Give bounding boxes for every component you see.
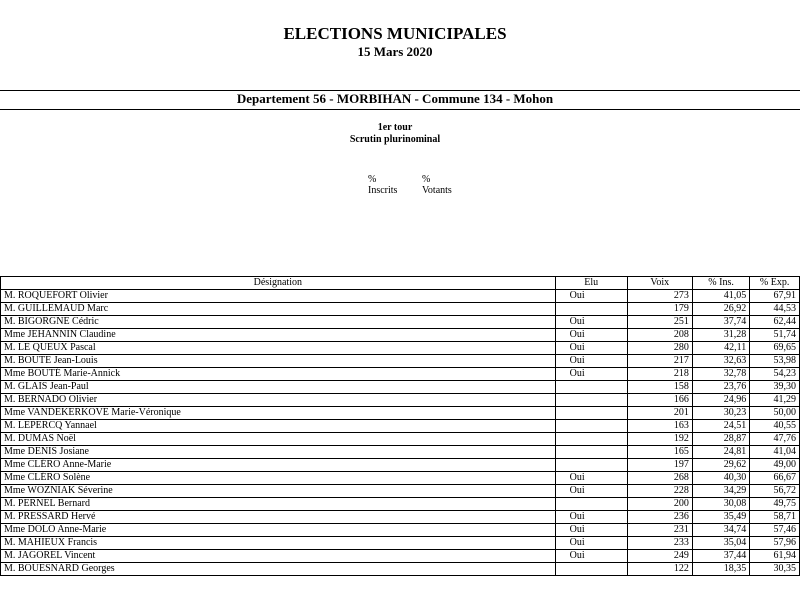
pct-inscrits: 37,44 [692, 550, 749, 563]
pct-inscrits: 28,87 [692, 433, 749, 446]
pct-exprimes: 44,53 [750, 303, 800, 316]
pct-exprimes: 39,30 [750, 381, 800, 394]
table-row [1, 485, 800, 498]
vote-count: 208 [627, 329, 692, 342]
page-title: ELECTIONS MUNICIPALES [283, 24, 507, 43]
table-header-row [1, 277, 800, 290]
table-row [1, 550, 800, 563]
elected-flag [555, 381, 627, 394]
table-row [1, 368, 800, 381]
candidate-name: M. GLAIS Jean-Paul [1, 381, 556, 394]
vote-count: 218 [627, 368, 692, 381]
candidate-name: Mme DOLO Anne-Marie [1, 524, 556, 537]
pct-inscrits: 40,30 [692, 472, 749, 485]
vote-count: 122 [627, 563, 692, 576]
candidate-name: M. BOUTE Jean-Louis [1, 355, 556, 368]
table-row [1, 394, 800, 407]
commune-heading: Departement 56 - MORBIHAN - Commune 134 - Mohon [236, 91, 554, 106]
table-row [1, 537, 800, 550]
table-row [1, 524, 800, 537]
pct-inscrits: 37,74 [692, 316, 749, 329]
vote-count: 165 [627, 446, 692, 459]
candidate-name: M. MAHIEUX Francis [1, 537, 556, 550]
table-row [1, 446, 800, 459]
vote-count: 268 [627, 472, 692, 485]
pct-inscrits: 26,92 [692, 303, 749, 316]
col-header-pct-inscrits: % Inscrits [368, 174, 398, 196]
pct-inscrits: 31,28 [692, 329, 749, 342]
pct-inscrits: 30,23 [692, 407, 749, 420]
candidate-name: M. LEPERCQ Yannael [1, 420, 556, 433]
elected-flag: Oui [555, 485, 627, 498]
elected-flag: Oui [555, 329, 627, 342]
pct-inscrits: 29,62 [692, 459, 749, 472]
pct-exprimes: 58,71 [750, 511, 800, 524]
candidate-name: M. LE QUEUX Pascal [1, 342, 556, 355]
table-row [1, 459, 800, 472]
pct-inscrits: 41,05 [692, 290, 749, 303]
elected-flag [555, 420, 627, 433]
pct-exprimes: 67,91 [750, 290, 800, 303]
table-row [1, 290, 800, 303]
table-row [1, 329, 800, 342]
vote-count: 228 [627, 485, 692, 498]
elected-flag: Oui [555, 355, 627, 368]
table-row [1, 355, 800, 368]
pct-exprimes: 57,96 [750, 537, 800, 550]
pct-exprimes: 57,46 [750, 524, 800, 537]
elected-flag: Oui [555, 524, 627, 537]
candidate-name: Mme BOUTÉ Marie-Annick [1, 368, 556, 381]
vote-count: 280 [627, 342, 692, 355]
pct-inscrits: 42,11 [692, 342, 749, 355]
table-row [1, 407, 800, 420]
elected-flag: Oui [555, 368, 627, 381]
vote-count: 179 [627, 303, 692, 316]
candidate-name: M. DUMAS Noël [1, 433, 556, 446]
pct-exprimes: 47,76 [750, 433, 800, 446]
pct-inscrits: 35,49 [692, 511, 749, 524]
pct-exprimes: 54,23 [750, 368, 800, 381]
elected-flag [555, 394, 627, 407]
header-designation: Désignation [1, 277, 556, 290]
pct-exprimes: 41,29 [750, 394, 800, 407]
pct-inscrits: 30,08 [692, 498, 749, 511]
candidate-name: Mme DENIS Josiane [1, 446, 556, 459]
pct-inscrits: 32,63 [692, 355, 749, 368]
elected-flag [555, 498, 627, 511]
elected-flag [555, 407, 627, 420]
vote-count: 236 [627, 511, 692, 524]
round-label: 1er tour [377, 122, 413, 133]
vote-count: 166 [627, 394, 692, 407]
pct-inscrits: 34,74 [692, 524, 749, 537]
elected-flag [555, 446, 627, 459]
elected-flag [555, 563, 627, 576]
elected-flag: Oui [555, 316, 627, 329]
pct-inscrits: 24,81 [692, 446, 749, 459]
pct-exprimes: 61,94 [750, 550, 800, 563]
vote-count: 251 [627, 316, 692, 329]
elected-flag: Oui [555, 537, 627, 550]
vote-count: 249 [627, 550, 692, 563]
table-row [1, 511, 800, 524]
vote-count: 201 [627, 407, 692, 420]
pct-exprimes: 69,65 [750, 342, 800, 355]
table-row [1, 420, 800, 433]
pct-exprimes: 40,55 [750, 420, 800, 433]
pct-inscrits: 32,78 [692, 368, 749, 381]
pct-exprimes: 62,44 [750, 316, 800, 329]
table-row [1, 316, 800, 329]
col-header-pct-votants: % Votants [422, 174, 452, 196]
header-voix: Voix [627, 277, 692, 290]
vote-count: 200 [627, 498, 692, 511]
pct-exprimes: 53,98 [750, 355, 800, 368]
table-row [1, 381, 800, 394]
table-row [1, 472, 800, 485]
election-date: 15 Mars 2020 [357, 44, 433, 59]
pct-inscrits: 24,51 [692, 420, 749, 433]
pct-exprimes: 49,00 [750, 459, 800, 472]
candidate-name: M. BOUESNARD Georges [1, 563, 556, 576]
elected-flag [555, 459, 627, 472]
candidate-name: M. PERNEL Bernard [1, 498, 556, 511]
pct-exprimes: 41,04 [750, 446, 800, 459]
elected-flag: Oui [555, 472, 627, 485]
table-row [1, 498, 800, 511]
header-pct-ins: % Ins. [692, 277, 749, 290]
vote-count: 217 [627, 355, 692, 368]
vote-count: 273 [627, 290, 692, 303]
ballot-type: Scrutin plurinominal [349, 134, 441, 145]
candidate-name: Mme CLÉRO Anne-Marie [1, 459, 556, 472]
vote-count: 197 [627, 459, 692, 472]
pct-exprimes: 56,72 [750, 485, 800, 498]
elected-flag: Oui [555, 511, 627, 524]
elected-flag: Oui [555, 290, 627, 303]
candidate-name: M. PRESSARD Hervé [1, 511, 556, 524]
table-row [1, 342, 800, 355]
elected-flag [555, 433, 627, 446]
table-row [1, 433, 800, 446]
vote-count: 233 [627, 537, 692, 550]
pct-exprimes: 49,75 [750, 498, 800, 511]
table-row [1, 303, 800, 316]
pct-inscrits: 34,29 [692, 485, 749, 498]
pct-inscrits: 23,76 [692, 381, 749, 394]
pct-inscrits: 18,35 [692, 563, 749, 576]
candidate-name: M. ROQUEFORT Olivier [1, 290, 556, 303]
elected-flag: Oui [555, 342, 627, 355]
pct-inscrits: 24,96 [692, 394, 749, 407]
pct-exprimes: 50,00 [750, 407, 800, 420]
candidate-name: Mme CLÉRO Solène [1, 472, 556, 485]
candidate-name: Mme WOZNIAK Séverine [1, 485, 556, 498]
candidates-table [0, 276, 800, 576]
vote-count: 163 [627, 420, 692, 433]
vote-count: 231 [627, 524, 692, 537]
candidate-name: M. GUILLEMAUD Marc [1, 303, 556, 316]
header-elu: Elu [555, 277, 627, 290]
header-pct-exp: % Exp. [750, 277, 800, 290]
pct-exprimes: 66,67 [750, 472, 800, 485]
candidate-name: M. JAGOREL Vincent [1, 550, 556, 563]
vote-count: 192 [627, 433, 692, 446]
candidate-name: Mme VANDEKERKOVE Marie-Véronique [1, 407, 556, 420]
candidate-name: M. BIGORGNE Cédric [1, 316, 556, 329]
pct-exprimes: 51,74 [750, 329, 800, 342]
candidate-name: M. BERNADO Olivier [1, 394, 556, 407]
elected-flag: Oui [555, 550, 627, 563]
table-row [1, 563, 800, 576]
candidate-name: Mme JEHANNIN Claudine [1, 329, 556, 342]
pct-inscrits: 35,04 [692, 537, 749, 550]
vote-count: 158 [627, 381, 692, 394]
elected-flag [555, 303, 627, 316]
pct-exprimes: 30,35 [750, 563, 800, 576]
divider [0, 109, 800, 110]
